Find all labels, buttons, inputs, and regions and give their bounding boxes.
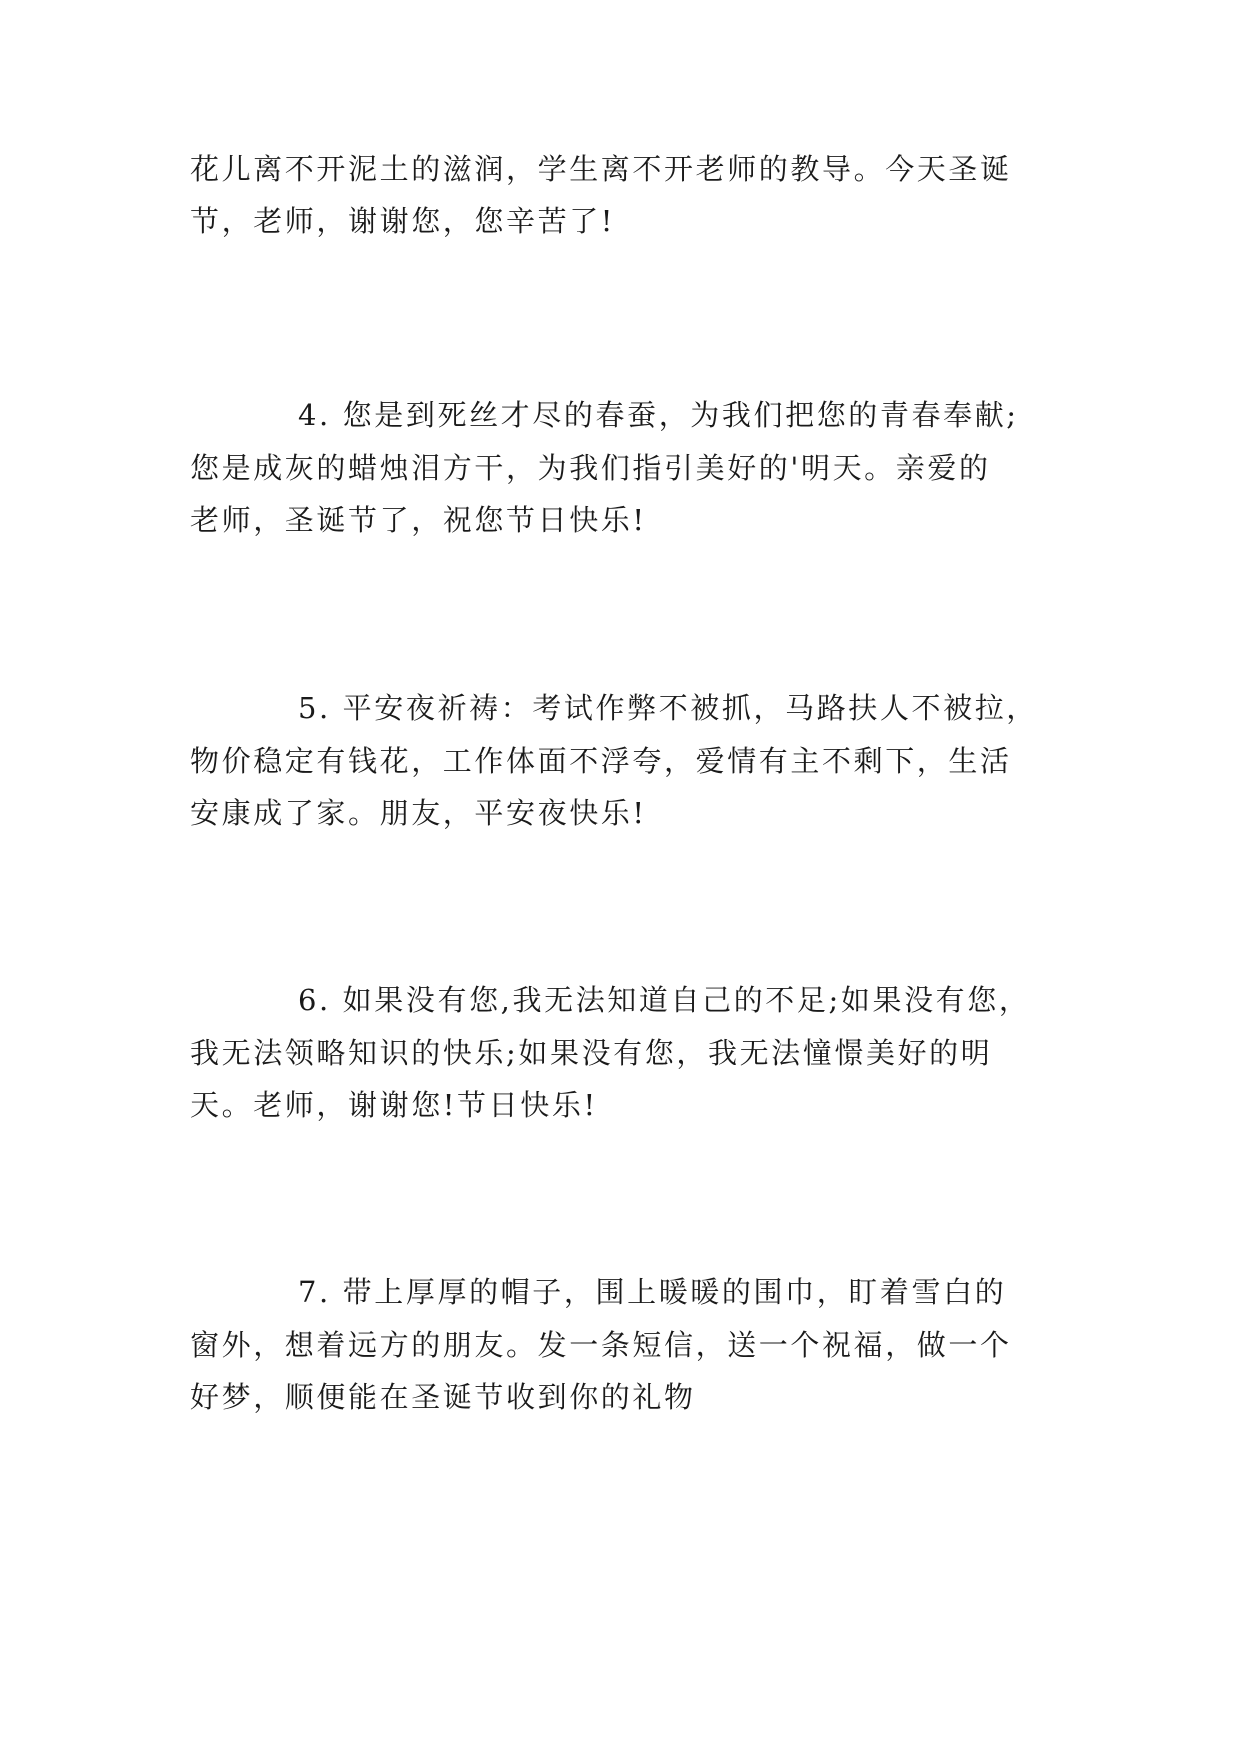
paragraph-7-line-2: 窗外，想着远方的朋友。发一条短信，送一个祝福，做一个	[190, 1328, 1012, 1362]
paragraph-5-line-2: 物价稳定有钱花，工作体面不浮夸，爱情有主不剩下，生活	[190, 744, 1012, 778]
paragraph-1-line-2: 节，老师，谢谢您，您辛苦了!	[190, 204, 616, 238]
paragraph-6-line-3: 天。老师，谢谢您!节日快乐!	[190, 1088, 598, 1122]
paragraph-4-line-1: 4. 您是到死丝才尽的春蚕，为我们把您的青春奉献;	[298, 398, 1019, 432]
paragraph-5-line-3: 安康成了家。朋友，平安夜快乐!	[190, 796, 647, 830]
paragraph-5-line-1: 5. 平安夜祈祷：考试作弊不被抓，马路扶人不被拉，	[298, 691, 1038, 725]
paragraph-7-line-1: 7. 带上厚厚的帽子，围上暖暖的围巾，盯着雪白的	[298, 1275, 1007, 1309]
paragraph-6-line-2: 我无法领略知识的快乐;如果没有您，我无法憧憬美好的明	[190, 1036, 993, 1070]
paragraph-1-line-1: 花儿离不开泥土的滋润，学生离不开老师的教导。今天圣诞	[190, 152, 1012, 186]
paragraph-4-line-3: 老师，圣诞节了，祝您节日快乐!	[190, 503, 647, 537]
paragraph-4-line-2: 您是成灰的蜡烛泪方干，为我们指引美好的'明天。亲爱的	[190, 451, 991, 485]
paragraph-6-line-1: 6. 如果没有您,我无法知道自己的不足;如果没有您，	[298, 983, 1031, 1017]
paragraph-7-line-3: 好梦，顺便能在圣诞节收到你的礼物	[190, 1380, 696, 1414]
